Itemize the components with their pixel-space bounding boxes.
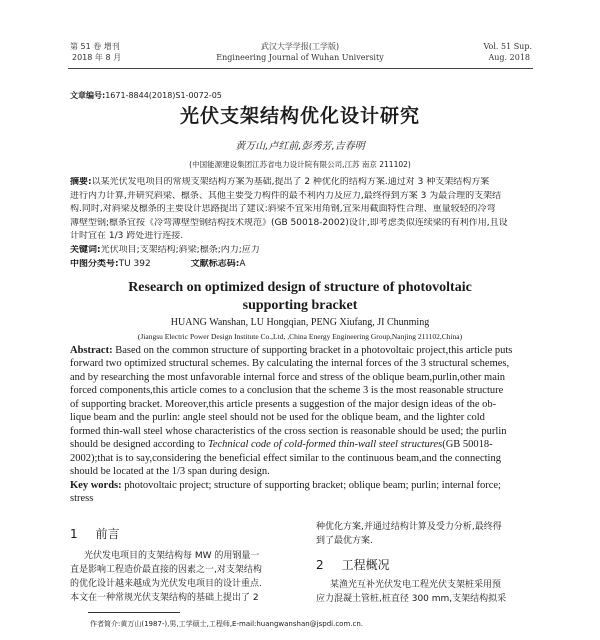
abstract-cn-line: 计时宜在 1/3 跨处进行连接. bbox=[70, 231, 184, 241]
right-col-line: 种优化方案,并通过结构计算及受力分析,最终得 bbox=[316, 522, 502, 532]
classification: 中图分类号:TU 392 文献标志码:A bbox=[70, 259, 246, 269]
authors-cn: 黄万山,卢红前,彭秀芳,吉春明 bbox=[235, 141, 365, 152]
abstract-cn-line: 薄壁型钢;檩条宜按《冷弯薄壁型钢结构技术规范》(GB 50018-2002)设计,即考虑类似连续梁的有利作用,且设 bbox=[70, 218, 508, 228]
section-1-line: 光伏发电项目的支架结构每 MW 的用钢量一 bbox=[84, 551, 260, 561]
section-2-line: 应力混凝土管桩,桩直径 300 mm,支架结构拟采 bbox=[316, 594, 507, 604]
abstract-en-line: should be located at the 1/3 span during design. bbox=[70, 466, 270, 477]
authors-en: HUANG Wanshan, LU Hongqian, PENG Xiufang, JI Chunming bbox=[170, 317, 430, 328]
footnote-author-bio: 作者简介:黄万山(1987-),男,工学硕士,工程师,E-mail:huangwanshan@jspdi.com.cn. bbox=[90, 620, 364, 628]
keywords-cn: 关键词:光伏项目;支架结构;斜梁;檩条;内力;应力 bbox=[70, 245, 260, 255]
title-cn: 光伏支架结构优化设计研究 bbox=[179, 105, 420, 127]
abstract-en-line: formed thin-wall steel whose characteristics of the cross section is reasonable should be used; the purlin bbox=[70, 426, 507, 437]
header-volume: 第 51 卷 增刊 bbox=[70, 42, 120, 51]
affiliation-en: (Jiangsu Electric Power Design Institute Co.,Ltd, ,China Energy Engineering Group,Nanjing 211102,China) bbox=[137, 332, 463, 341]
affiliation-cn: (中国能源建设集团江苏省电力设计院有限公司,江苏 南京 211102) bbox=[189, 160, 411, 169]
section-1-line: 本文在一种常规光伏支架结构的基础上提出了 2 bbox=[70, 593, 259, 603]
article-number: 文章编号:1671-8844(2018)S1-0072-05 bbox=[70, 91, 222, 100]
abstract-en-line: Abstract: Based on the common structure of supporting bracket in a photovoltaic project,this article puts bbox=[70, 345, 513, 356]
section-2-line: 某渔光互补光伏发电工程光伏支架桩采用预 bbox=[330, 580, 502, 590]
keywords-en-cont: stress bbox=[70, 493, 94, 504]
header-vol-en: Vol. 51 Sup. bbox=[483, 42, 532, 51]
section-1-heading: 1 前言 bbox=[70, 527, 120, 541]
journal-name-en: Engineering Journal of Wuhan University bbox=[216, 53, 384, 62]
abstract-en-line: should be designed according to Technical code of cold-formed thin-wall steel structures(GB 50018- bbox=[70, 439, 493, 450]
header-date: 2018 年 8 月 bbox=[72, 53, 122, 62]
header-rule bbox=[68, 68, 533, 69]
keywords-en: Key words: photovoltaic project; structure of supporting bracket; oblique beam; purlin; internal force; bbox=[70, 480, 501, 491]
abstract-cn-line: 摘要:以某光伏发电项目的常规支架结构方案为基础,提出了 2 种优化的结构方案.通过对 3 种支架结构方案 bbox=[70, 177, 490, 187]
footnote-rule bbox=[88, 612, 180, 613]
title-en-line1: Research on optimized design of structure of photovoltaic bbox=[128, 280, 472, 295]
section-2-heading: 2 工程概况 bbox=[316, 558, 390, 572]
right-col-line: 到了最优方案. bbox=[316, 536, 373, 546]
journal-name-cn: 武汉大学学报(工学版) bbox=[260, 42, 340, 51]
abstract-en-line: lique beam and the purlin: angle steel should not be used for the oblique beam, and the lighter cold bbox=[70, 412, 485, 423]
abstract-cn-line: 构.同时,对斜梁及檩条的主要设计思路提出了建议:斜梁不宜采用角钢,宜采用截面特性合理、重量较轻的冷弯 bbox=[70, 204, 496, 214]
abstract-en-line: 2002);that is to say,considering the beneficial effect similar to the continuous beam,and the connecting bbox=[70, 453, 501, 464]
header-date-en: Aug. 2018 bbox=[488, 53, 530, 62]
abstract-en-line: of supporting bracket. Moreover,this article presents a suggestion of the major design ideas of the ob- bbox=[70, 399, 497, 410]
abstract-en-line: and by researching the most unfavorable internal force and stress of the oblique beam,purlin,other main bbox=[70, 372, 506, 383]
abstract-en-line: forced components,this article comes to a conclusion that the scheme 3 is the most reasonable structure bbox=[70, 385, 504, 396]
section-1-line: 直是影响工程造价最直接的因素之一,对支架结构 bbox=[70, 565, 262, 575]
abstract-cn-line: 进行内力计算,并研究斜梁、檩条、其他主要受力构件的最不利内力及应力,最终得到方案 3 为最合理的支架结 bbox=[70, 191, 502, 201]
abstract-en-line: forward two optimized structural schemes. By calculating the internal forces of the 3 structural schemes, bbox=[70, 358, 510, 369]
section-1-line: 的优化设计越来越成为光伏发电项目的设计重点. bbox=[70, 579, 262, 589]
title-en-line2: supporting bracket bbox=[242, 298, 358, 313]
